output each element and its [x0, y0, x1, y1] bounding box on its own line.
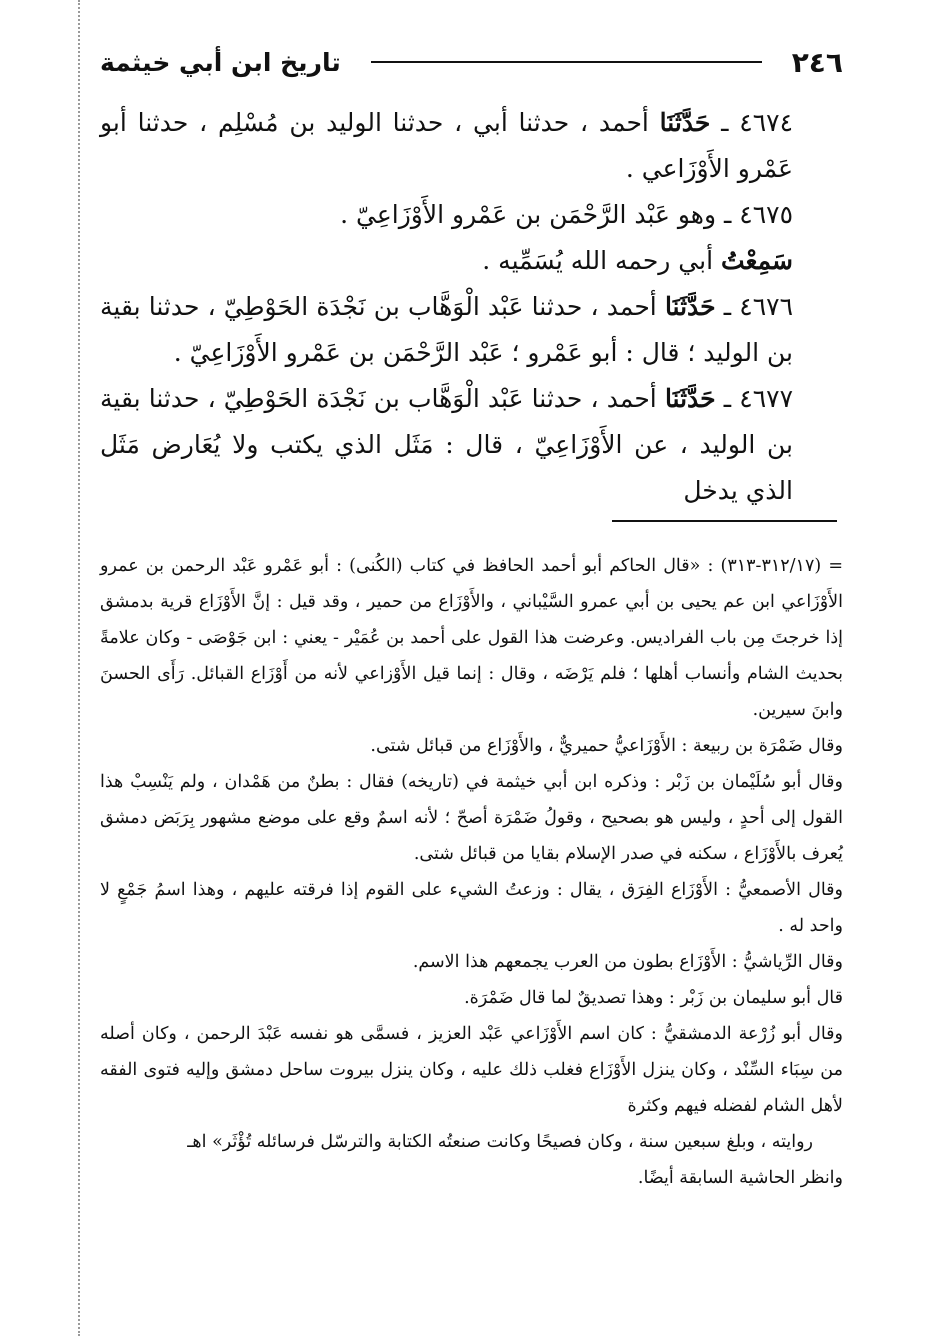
hadith-lead-word: حَدَّثَنَا [664, 292, 716, 321]
footnote-paragraph: وقال الرِّياشيُّ : الأَوْزَاع بطون من العرب يجمعهم هذا الاسم. [412, 952, 843, 972]
page-header [100, 42, 843, 82]
hadith-text: أحمد ، حدثنا أبي ، حدثنا الوليد بن مُسْلِم ، حدثنا أبو عَمْرو الأَوْزَاعي . [100, 108, 793, 183]
hadith-number: ٤٦٧٥ [739, 200, 793, 229]
header-rule [371, 61, 762, 63]
hadith-lead-word: سَمِعْتُ [720, 246, 793, 275]
hadith-4674: ٤٦٧٤ ـ حَدَّثَنَا أحمد ، حدثنا أبي ، حدثنا الوليد بن مُسْلِم ، حدثنا أبو عَمْرو الأَوْزَاعي . [100, 108, 793, 183]
hadith-4677: ٤٦٧٧ ـ حَدَّثَنَا أحمد ، حدثنا عَبْد الْوَهَّاب بن نَجْدَة الحَوْطِيّ ، حدثنا بقية بن الوليد ، عن الأَوْزَاعِيّ ، قال : مَثَل الذي يكتب ولا يُعَارض مَثَل الذي يدخل [100, 384, 794, 505]
hadith-number: ٤٦٧٤ [739, 108, 793, 137]
footnote-paragraph: وقال ضَمْرَة بن ربيعة : الأَوْزَاعيُّ حميريٌّ ، والأَوْزَاع من قبائل شتى. [370, 736, 843, 756]
footnote-paragraph: وقال أبو زُرْعة الدمشقيُّ : كان اسم الأَوْزَاعي عَبْد العزيز ، فسمَّى هو نفسه عَبْدَ الرحمن ، وكان أصله من سِبَاء السِّنْد ، وكان ينزل الأَوْزَاع فغلب ذلك عليه ، وكان ينزل بيروت ساحل دمشق وإليه فتوى الفقه لأهل الشام لفضله فيهم وكثرة [100, 1024, 843, 1116]
hadith-text: أحمد ، حدثنا عَبْد الْوَهَّاب بن نَجْدَة الحَوْطِيّ ، حدثنا بقية بن الوليد ، عن الأَوْزَاعِيّ ، قال : مَثَل الذي يكتب ولا يُعَارض مَثَل الذي يدخل [100, 384, 793, 505]
footnote-paragraph: وانظر الحاشية السابقة أيضًا. [637, 1168, 843, 1188]
hadith-4676: ٤٦٧٦ ـ حَدَّثَنَا أحمد ، حدثنا عَبْد الْوَهَّاب بن نَجْدَة الحَوْطِيّ ، حدثنا بقية بن الوليد ؛ قال : أبو عَمْرو ؛ عَبْد الرَّحْمَن بن عَمْرو الأَوْزَاعِيّ . [100, 292, 794, 367]
scan-edge-dotted-line [78, 0, 80, 1336]
footnote-paragraph: وقال الأصمعيُّ : الأَوْزَاع الفِرَق ، يقال : وزعتُ الشيء على القوم إذا فرقته عليهم ، وهذا اسمُ جَمْعٍ لا واحد له . [100, 880, 843, 936]
hadith-text: وهو عَبْد الرَّحْمَن بن عَمْرو الأَوْزَاعِيّ . [340, 200, 717, 229]
footnote-paragraph: قال أبو سليمان بن زَبْر : وهذا تصديقٌ لما قال ضَمْرَة. [464, 988, 843, 1008]
footnote-paragraph: وقال أبو سُلَيْمان بن زَبْر : وذكره ابن أبي خيثمة في (تاريخه) فقال : بطنٌ من هَمْدان ، ولم يَنْسِبْ هذا القول إلى أحدٍ ، وليس هو بصحيح ، وقولُ ضَمْرَة أصحّ ؛ لأنه اسمٌ وقع على موضع مشهور بِرَبَض دمشق يُعرف بالأَوْزَاع ، سكنه في صدر الإسلام بقايا من قبائل شتى. [100, 772, 843, 864]
footnotes [100, 548, 843, 1196]
footnote-separator [612, 520, 837, 522]
footnote-paragraph: = (٣١٢/١٧-٣١٣) : «قال الحاكم أبو أحمد الحافظ في كتاب (الكُنى) : أبو عَمْرو عَبْد الرحمن بن عمرو الأَوْزَاعي ابن عم يحيى بن أبي عمرو السَّيْباني ، والأَوْزَاع من حمير ، وقد قيل : إنَّ الأَوْزَاع قرية بدمشق إذا خرجتَ مِن باب الفراديس. وعرضت هذا القول على أحمد بن عُمَيْر - يعني : ابن جَوْصَى - وكان علامةً بحديث الشام وأنساب أهلها ؛ فلم يَرْضَه ، وقال : إنما قيل الأَوْزاعي لأنه من أَوْزَاع القبائل. رَأَى الحسنَ وابنَ سيرين. [100, 556, 843, 720]
hadith-text: أحمد ، حدثنا عَبْد الْوَهَّاب بن نَجْدَة الحَوْطِيّ ، حدثنا بقية بن الوليد ؛ قال : أبو عَمْرو ؛ عَبْد الرَّحْمَن بن عَمْرو الأَوْزَاعِيّ . [100, 292, 793, 367]
hadith-number: ٤٦٧٦ [739, 292, 794, 321]
hadith-lead-word: حَدَّثَنَا [659, 108, 711, 137]
hadith-4675-note [100, 238, 843, 284]
footnote-paragraph: روايته ، وبلغ سبعين سنة ، وكان فصيحًا وكانت صنعتُه الكتابة والترسّل فرسائله تُؤْثَر» اهـ [187, 1132, 813, 1152]
hadith-number: ٤٦٧٧ [739, 384, 794, 413]
page-number: ٢٤٦ [791, 45, 843, 79]
hadith-lead-word: حَدَّثَنَا [664, 384, 716, 413]
hadith-4675: ٤٦٧٥ ـ وهو عَبْد الرَّحْمَن بن عَمْرو الأَوْزَاعِيّ . [340, 200, 793, 229]
running-title: تاريخ ابن أبي خيثمة [100, 47, 341, 77]
main-text [100, 100, 843, 514]
hadith-text: أبي رحمه الله يُسَمِّيه . [482, 246, 714, 275]
